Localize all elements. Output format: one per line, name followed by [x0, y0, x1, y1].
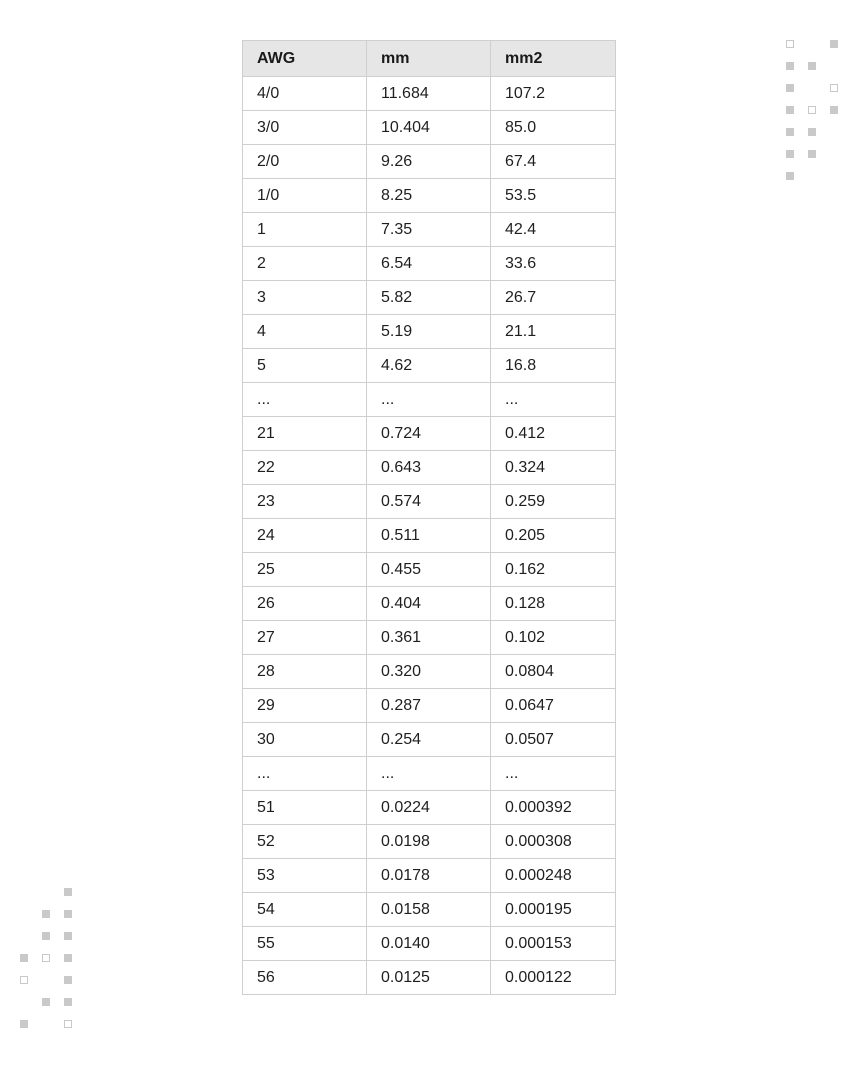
cell-awg: 56: [243, 961, 367, 995]
cell-mm: 8.25: [367, 179, 491, 213]
decorative-square: [786, 128, 794, 136]
decorative-square: [808, 106, 816, 114]
table-row: [243, 349, 616, 383]
cell-mm2: 0.205: [491, 519, 616, 553]
cell-mm2: 0.162: [491, 553, 616, 587]
decorative-square: [64, 954, 72, 962]
cell-mm2: 0.000248: [491, 859, 616, 893]
cell-awg: 2: [243, 247, 367, 281]
table-row: [243, 621, 616, 655]
decorative-square: [830, 40, 838, 48]
decorative-square: [808, 150, 816, 158]
cell-mm: 11.684: [367, 77, 491, 111]
table-row: [243, 383, 616, 417]
cell-mm2: 0.000392: [491, 791, 616, 825]
decorative-square: [808, 62, 816, 70]
cell-awg: 30: [243, 723, 367, 757]
cell-mm2: 0.0804: [491, 655, 616, 689]
cell-mm2: 16.8: [491, 349, 616, 383]
cell-mm: 6.54: [367, 247, 491, 281]
decorative-square: [20, 1020, 28, 1028]
cell-mm: 0.0140: [367, 927, 491, 961]
cell-mm: 0.0125: [367, 961, 491, 995]
cell-mm: 4.62: [367, 349, 491, 383]
cell-mm2: 0.128: [491, 587, 616, 621]
cell-awg: 4/0: [243, 77, 367, 111]
cell-mm: 7.35: [367, 213, 491, 247]
cell-mm: 0.0158: [367, 893, 491, 927]
decorative-square: [786, 84, 794, 92]
cell-awg: 5: [243, 349, 367, 383]
cell-awg: 3: [243, 281, 367, 315]
cell-mm2: 0.000195: [491, 893, 616, 927]
cell-awg: 21: [243, 417, 367, 451]
cell-mm2: 0.412: [491, 417, 616, 451]
table-row: [243, 77, 616, 111]
cell-mm: 0.724: [367, 417, 491, 451]
cell-mm2: 107.2: [491, 77, 616, 111]
cell-awg: 53: [243, 859, 367, 893]
cell-mm: 5.82: [367, 281, 491, 315]
table-row: [243, 791, 616, 825]
cell-awg: 52: [243, 825, 367, 859]
cell-mm: 9.26: [367, 145, 491, 179]
cell-mm2: ...: [491, 757, 616, 791]
cell-mm: 0.643: [367, 451, 491, 485]
cell-mm: 0.0178: [367, 859, 491, 893]
cell-awg: 23: [243, 485, 367, 519]
cell-awg: 28: [243, 655, 367, 689]
decorative-square: [20, 954, 28, 962]
decorative-square: [786, 62, 794, 70]
cell-mm: 0.287: [367, 689, 491, 723]
cell-awg: 29: [243, 689, 367, 723]
cell-mm: 0.511: [367, 519, 491, 553]
cell-mm: 0.0224: [367, 791, 491, 825]
table-row: [243, 825, 616, 859]
cell-awg: ...: [243, 757, 367, 791]
awg-conversion-table: [242, 40, 616, 995]
table-row: [243, 247, 616, 281]
decorative-square: [64, 910, 72, 918]
cell-awg: 54: [243, 893, 367, 927]
decorative-square: [42, 932, 50, 940]
decorative-square: [830, 84, 838, 92]
column-header-mm2: mm2: [491, 41, 616, 77]
cell-awg: 55: [243, 927, 367, 961]
table-row: [243, 723, 616, 757]
decorative-square: [42, 954, 50, 962]
column-header-awg: AWG: [243, 41, 367, 77]
table-body: [243, 77, 616, 995]
cell-mm2: 42.4: [491, 213, 616, 247]
cell-mm: 0.254: [367, 723, 491, 757]
cell-awg: 4: [243, 315, 367, 349]
table-row: [243, 111, 616, 145]
table-header: [243, 41, 616, 77]
cell-mm2: 67.4: [491, 145, 616, 179]
cell-mm2: 0.259: [491, 485, 616, 519]
cell-mm2: 0.324: [491, 451, 616, 485]
cell-mm2: 0.000308: [491, 825, 616, 859]
cell-mm: ...: [367, 383, 491, 417]
decorative-square: [830, 106, 838, 114]
cell-mm2: 0.000153: [491, 927, 616, 961]
decorative-square: [64, 888, 72, 896]
table-row: [243, 315, 616, 349]
cell-mm: 0.0198: [367, 825, 491, 859]
cell-awg: 22: [243, 451, 367, 485]
table-row: [243, 281, 616, 315]
table-row: [243, 859, 616, 893]
cell-mm2: 0.102: [491, 621, 616, 655]
cell-mm2: 26.7: [491, 281, 616, 315]
cell-mm: 0.404: [367, 587, 491, 621]
cell-awg: 2/0: [243, 145, 367, 179]
cell-awg: ...: [243, 383, 367, 417]
decorative-square: [64, 976, 72, 984]
cell-mm2: 53.5: [491, 179, 616, 213]
table-row: [243, 893, 616, 927]
cell-awg: 1: [243, 213, 367, 247]
table-row: [243, 553, 616, 587]
cell-awg: 24: [243, 519, 367, 553]
cell-awg: 26: [243, 587, 367, 621]
table-row: [243, 213, 616, 247]
decorative-square: [786, 150, 794, 158]
cell-mm: 5.19: [367, 315, 491, 349]
cell-mm: ...: [367, 757, 491, 791]
cell-mm2: 85.0: [491, 111, 616, 145]
decorative-square: [64, 1020, 72, 1028]
header-row: [243, 41, 616, 77]
cell-mm: 0.361: [367, 621, 491, 655]
cell-mm2: 21.1: [491, 315, 616, 349]
cell-awg: 1/0: [243, 179, 367, 213]
table-row: [243, 519, 616, 553]
table-row: [243, 961, 616, 995]
decorative-square: [20, 976, 28, 984]
cell-mm: 10.404: [367, 111, 491, 145]
column-header-mm: mm: [367, 41, 491, 77]
table-row: [243, 927, 616, 961]
decorative-square: [786, 172, 794, 180]
cell-mm: 0.320: [367, 655, 491, 689]
cell-awg: 25: [243, 553, 367, 587]
table-row: [243, 689, 616, 723]
cell-mm2: 0.0507: [491, 723, 616, 757]
cell-awg: 27: [243, 621, 367, 655]
decorative-square: [64, 932, 72, 940]
table-row: [243, 587, 616, 621]
table-row: [243, 451, 616, 485]
cell-mm: 0.455: [367, 553, 491, 587]
cell-awg: 3/0: [243, 111, 367, 145]
cell-awg: 51: [243, 791, 367, 825]
decorative-square: [64, 998, 72, 1006]
table-row: [243, 417, 616, 451]
cell-mm2: 33.6: [491, 247, 616, 281]
table-row: [243, 179, 616, 213]
cell-mm2: ...: [491, 383, 616, 417]
table-row: [243, 757, 616, 791]
decorative-square: [786, 106, 794, 114]
decorative-square: [42, 998, 50, 1006]
table-row: [243, 145, 616, 179]
cell-mm2: 0.0647: [491, 689, 616, 723]
decorative-square: [42, 910, 50, 918]
cell-mm: 0.574: [367, 485, 491, 519]
table-row: [243, 485, 616, 519]
table-row: [243, 655, 616, 689]
decorative-square: [786, 40, 794, 48]
decorative-square: [808, 128, 816, 136]
cell-mm2: 0.000122: [491, 961, 616, 995]
